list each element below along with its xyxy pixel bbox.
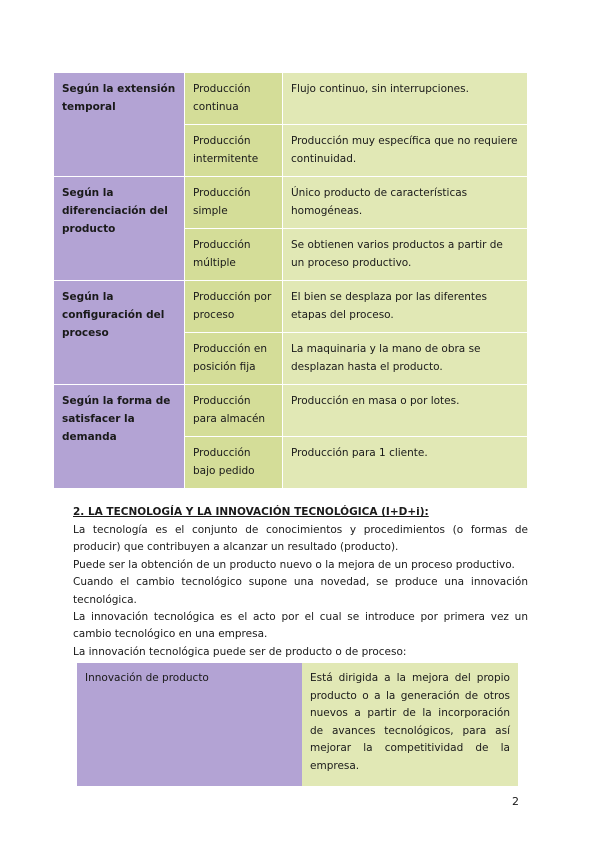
- description-cell: Flujo continuo, sin interrupciones.: [283, 73, 528, 125]
- description-cell: Se obtienen varios productos a partir de un proceso productivo.: [283, 229, 528, 281]
- type-cell: Producción para almacén: [185, 385, 283, 437]
- production-classification-table: [53, 72, 528, 489]
- paragraph: Puede ser la obtención de un producto nuevo o la mejora de un proceso productivo.: [73, 558, 515, 571]
- innovation-name-cell: Innovación de producto: [77, 663, 302, 786]
- description-cell: Producción en masa o por lotes.: [283, 385, 528, 437]
- type-cell: Producción por proceso: [185, 281, 283, 333]
- type-cell: Producción en posición fija: [185, 333, 283, 385]
- category-cell: Según la configuración del proceso: [54, 281, 185, 385]
- description-cell: La maquinaria y la mano de obra se desplazan hasta el producto.: [283, 333, 528, 385]
- paragraph: La innovación tecnológica puede ser de producto o de proceso:: [73, 645, 407, 658]
- description-cell: El bien se desplaza por las diferentes etapas del proceso.: [283, 281, 528, 333]
- type-cell: Producción múltiple: [185, 229, 283, 281]
- table-row: [54, 177, 528, 229]
- section-heading: 2. LA TECNOLOGÍA Y LA INNOVACIÓN TECNOLÓGICA (I+D+i):: [73, 506, 429, 518]
- category-cell: Según la diferenciación del producto: [54, 177, 185, 281]
- table-row: [54, 73, 528, 125]
- category-cell: Según la extensión temporal: [54, 73, 185, 177]
- paragraph: Cuando el cambio tecnológico supone una novedad, se produce una innovación tecnológica.: [73, 576, 528, 606]
- description-cell: Único producto de características homogéneas.: [283, 177, 528, 229]
- paragraph: La tecnología es el conjunto de conocimientos y procedimientos (o formas de producir) que contribuyen a alcanzar un resultado (producto).: [73, 524, 528, 554]
- table-row: [77, 663, 518, 786]
- type-cell: Producción simple: [185, 177, 283, 229]
- table-row: [54, 385, 528, 437]
- innovation-table: [77, 663, 518, 786]
- type-cell: Producción continua: [185, 73, 283, 125]
- table-row: [54, 281, 528, 333]
- description-cell: Producción para 1 cliente.: [283, 437, 528, 489]
- paragraph: La innovación tecnológica es el acto por el cual se introduce por primera vez un cambio tecnológico en una empresa.: [73, 611, 528, 641]
- description-cell: Producción muy específica que no requiere continuidad.: [283, 125, 528, 177]
- type-cell: Producción intermitente: [185, 125, 283, 177]
- innovation-description-cell: Está dirigida a la mejora del propio producto o a la generación de otros nuevos a partir de la incorporación de avances tecnológicos, para así mejorar la competitividad de la empresa.: [302, 663, 518, 786]
- type-cell: Producción bajo pedido: [185, 437, 283, 489]
- page-number: 2: [512, 795, 519, 808]
- category-cell: Según la forma de satisfacer la demanda: [54, 385, 185, 489]
- section-content: [73, 504, 528, 661]
